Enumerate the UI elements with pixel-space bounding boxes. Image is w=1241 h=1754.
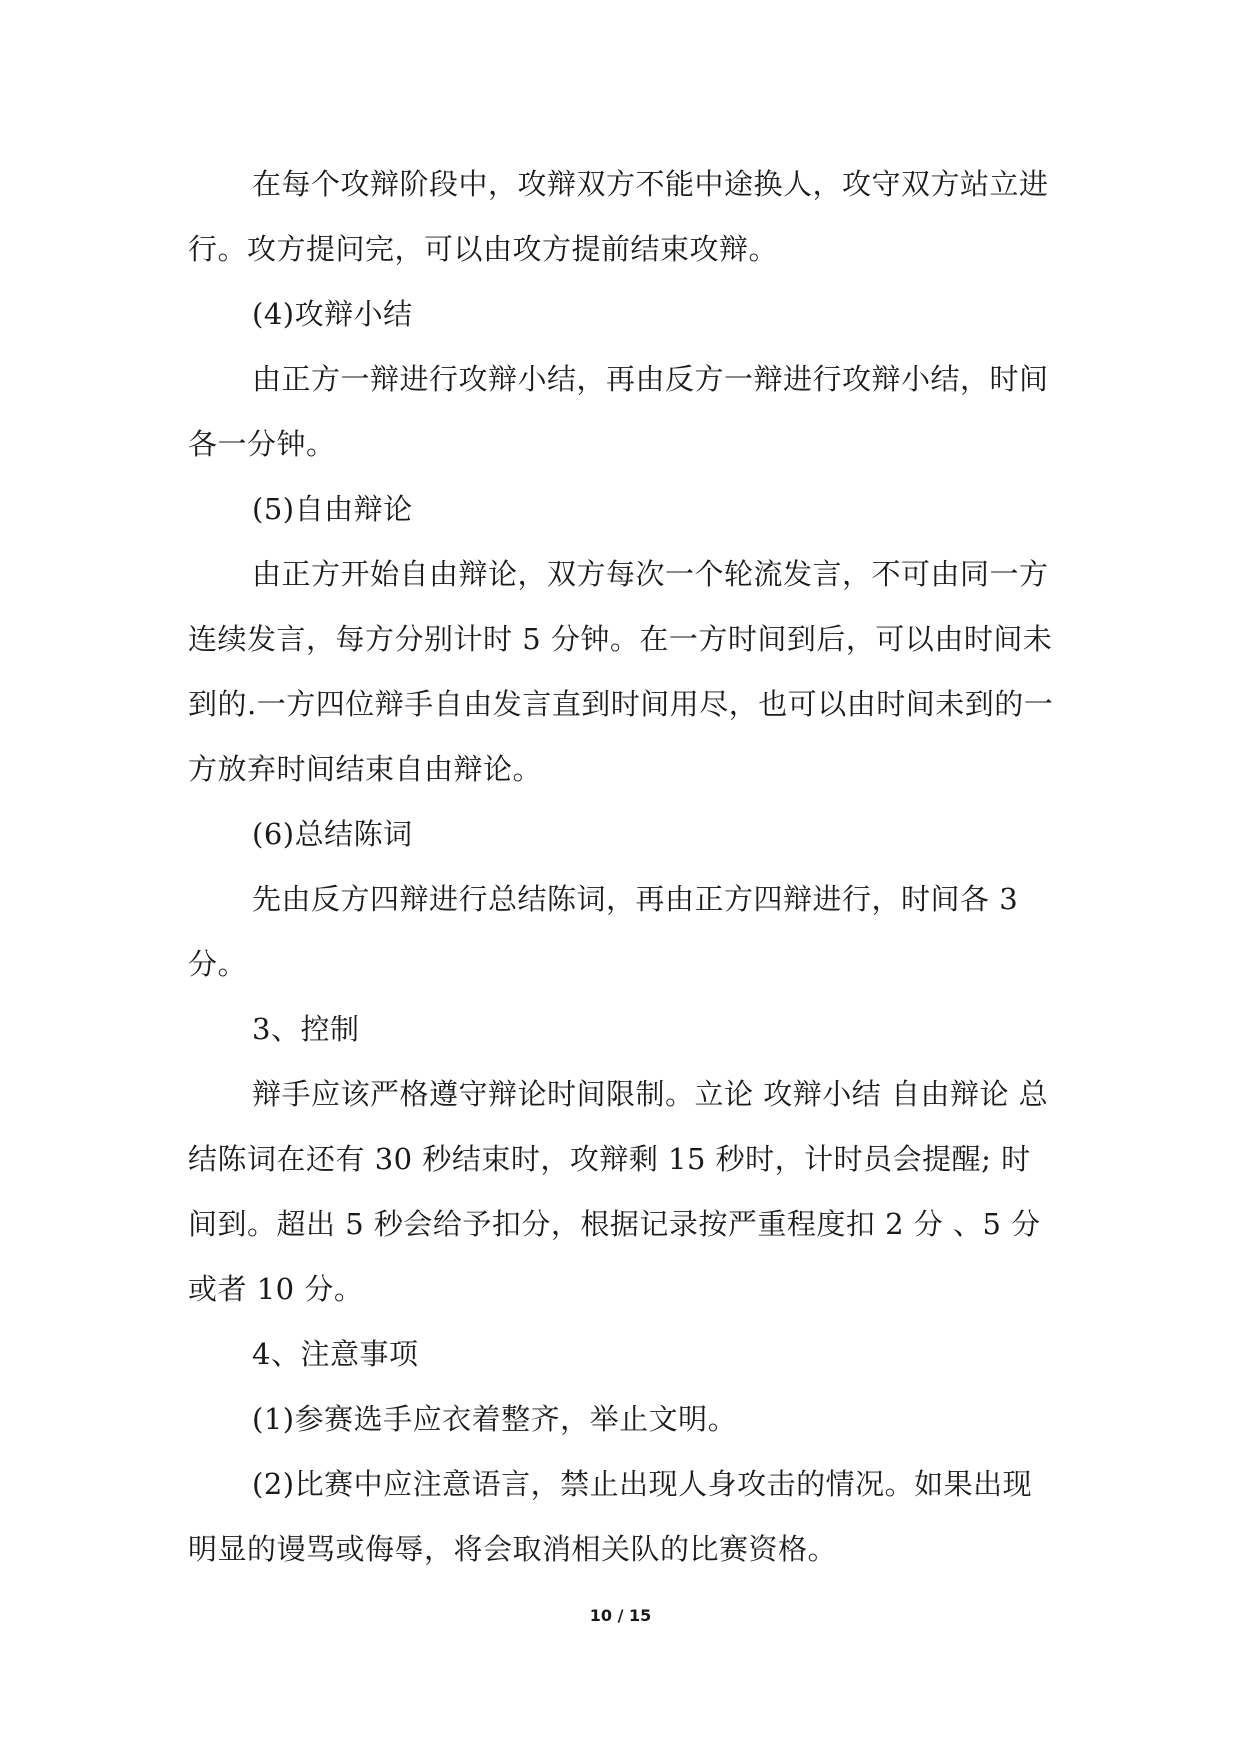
section-heading: 3、控制: [252, 1012, 360, 1046]
paragraph: 先由反方四辩进行总结陈词，再由正方四辩进行，时间各 3 分。: [188, 882, 1019, 981]
paragraph: 由正方一辩进行攻辩小结，再由反方一辩进行攻辩小结，时间各一分钟。: [188, 362, 1049, 461]
document-body: [188, 152, 1058, 1582]
page-number: 10 / 15: [589, 1606, 652, 1625]
paragraph: 由正方开始自由辩论，双方每次一个轮流发言，不可由同一方连续发言，每方分别计时 5 分钟。在一方时间到后，可以由时间未到的.一方四位辩手自由发言直到时间用尽，也可以由时间未到的一方放弃时间结束自由辩论。: [188, 557, 1054, 786]
paragraph: 辩手应该严格遵守辩论时间限制。立论 攻辩小结 自由辩论 总结陈词在还有 30 秒结束时，攻辩剩 15 秒时，计时员会提醒; 时间到。超出 5 秒会给予扣分，根据记录按严重程度扣 2 分 、5 分或者 10 分。: [188, 1077, 1049, 1306]
section-heading: 4、注意事项: [252, 1337, 419, 1371]
list-item: (1)参赛选手应衣着整齐，举止文明。: [252, 1402, 738, 1436]
paragraph: 在每个攻辩阶段中，攻辩双方不能中途换人，攻守双方站立进行。攻方提问完，可以由攻方提前结束攻辩。: [188, 167, 1049, 266]
section-heading: (4)攻辩小结: [252, 297, 413, 331]
section-heading: (5)自由辩论: [252, 492, 413, 526]
list-item: (2)比赛中应注意语言，禁止出现人身攻击的情况。如果出现明显的谩骂或侮辱，将会取消相关队的比赛资格。: [188, 1467, 1033, 1566]
section-heading: (6)总结陈词: [252, 817, 413, 851]
